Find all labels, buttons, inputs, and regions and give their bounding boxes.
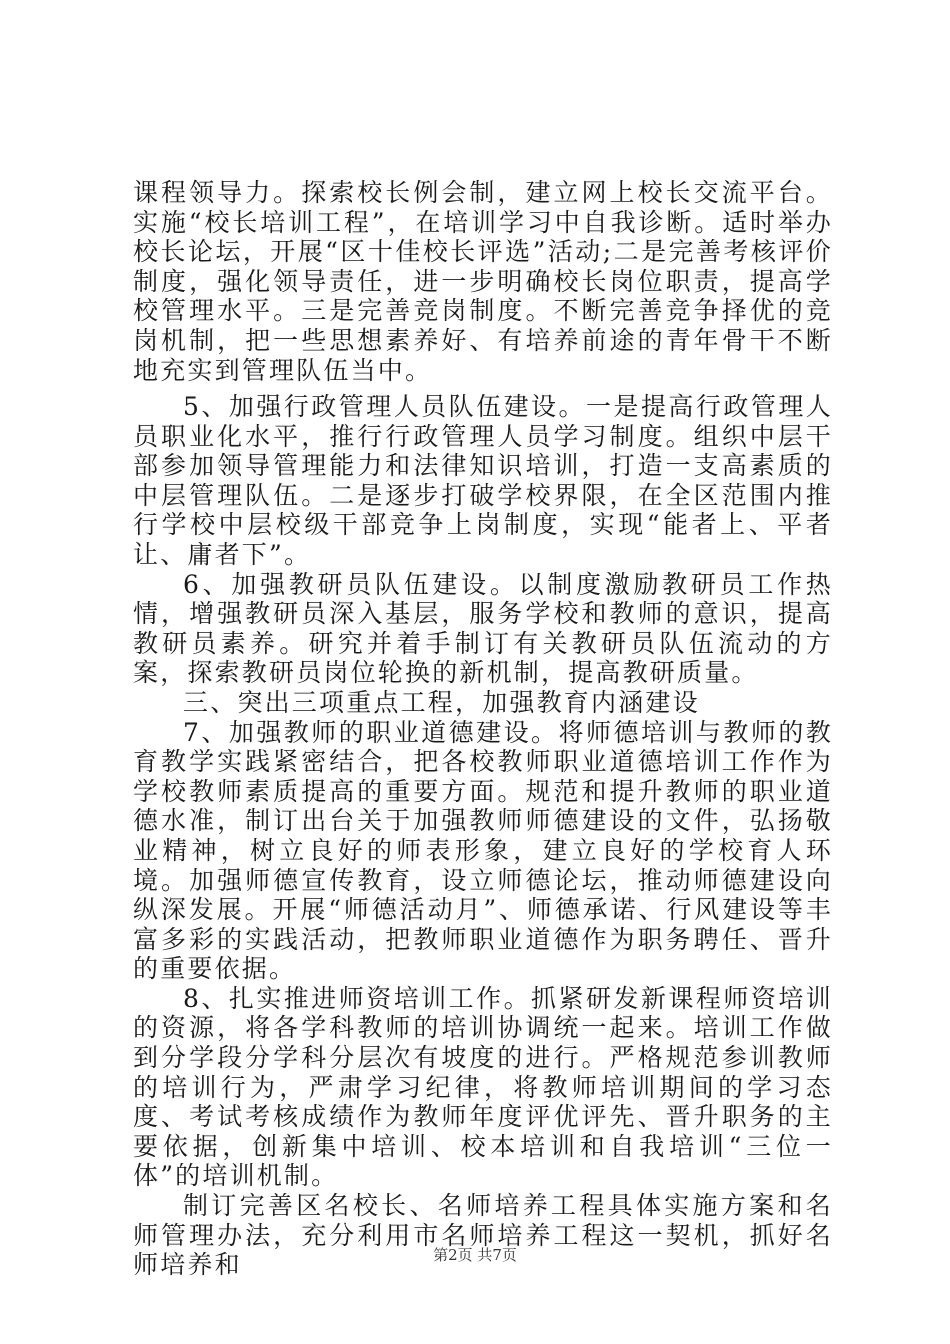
page-number-label: 第2页 共7页 [433,1246,517,1264]
paragraph-famous-teachers: 制订完善区名校长、名师培养工程具体实施方案和名师管理办法，充分利用市名师培养工程这一契机，抓好名师培养和 [133,1191,833,1280]
section-heading-3: 三、突出三项重点工程，加强教育内涵建设 [183,687,700,717]
page-footer [0,1244,950,1265]
text-block-main [133,392,833,1280]
paragraph-7: 7、加强教师的职业道德建设。将师德培训与教师的教育教学实践紧密结合，把各校教师职业道德培训工作作为学校教师素质提高的重要方面。规范和提升教师的职业道德水准，制订出台关于加强教师师德建设的文件，弘扬敬业精神，树立良好的师表形象，建立良好的学校育人环境。加强师德宣传教育，设立师德论坛，推动师德建设向纵深发展。开展“师德活动月”、师德承诺、行风建设等丰富多彩的实践活动，把教师职业道德作为职务聘任、晋升的重要依据。 [133,717,833,984]
paragraph-5: 5、加强行政管理人员队伍建设。一是提高行政管理人员职业化水平，推行行政管理人员学习制度。组织中层干部参加领导管理能力和法律知识培训，打造一支高素质的中层管理队伍。二是逐步打破学校界限，在全区范围内推行学校中层校级干部竞争上岗制度，实现“能者上、平者让、庸者下”。 [133,392,833,569]
paragraph-8: 8、扎实推进师资培训工作。抓紧研发新课程师资培训的资源，将各学科教师的培训协调统一起来。培训工作做到分学段分学科分层次有坡度的进行。严格规范参训教师的培训行为，严肃学习纪律，将教师培训期间的学习态度、考试考核成绩作为教师年度评优评先、晋升职务的主要依据，创新集中培训、校本培训和自我培训“三位一体”的培训机制。 [133,983,833,1191]
text-block-top [133,178,833,385]
paragraph-6: 6、加强教研员队伍建设。以制度激励教研员工作热情，增强教研员深入基层，服务学校和教师的意识，提高教研员素养。研究并着手制订有关教研员队伍流动的方案，探索教研员岗位轮换的新机制，提高教研质量。 [133,569,833,688]
paragraph-top: 课程领导力。探索校长例会制，建立网上校长交流平台。实施“校长培训工程”，在培训学习中自我诊断。适时举办校长论坛，开展“区十佳校长评选”活动;二是完善考核评价制度，强化领导责任，进一步明确校长岗位职责，提高学校管理水平。三是完善竞岗制度。不断完善竞争择优的竞岗机制，把一些思想素养好、有培养前途的青年骨干不断地充实到管理队伍当中。 [133,178,833,385]
